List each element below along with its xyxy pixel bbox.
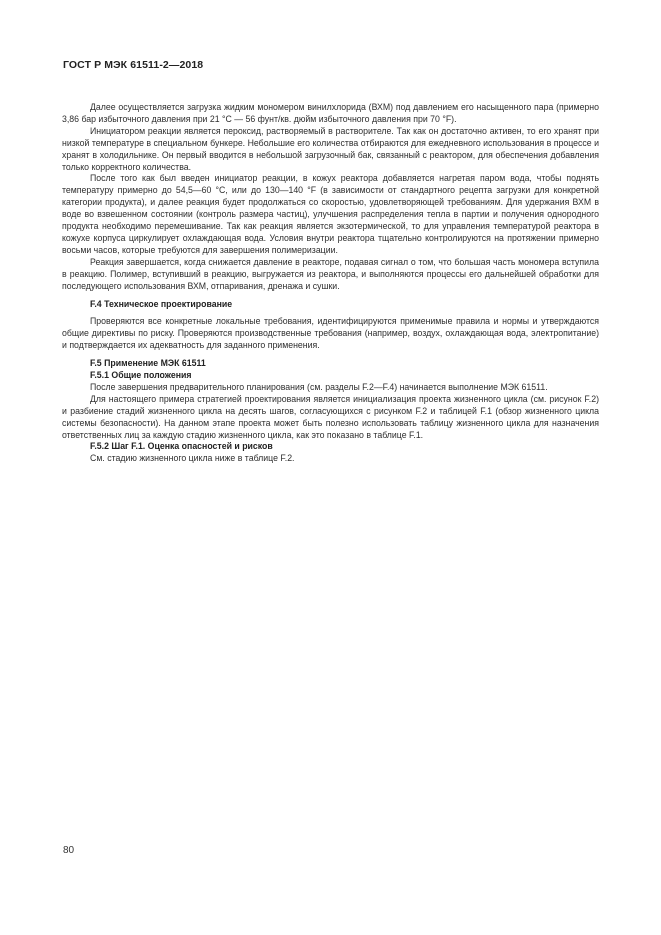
section-heading-f52: F.5.2 Шаг F.1. Оценка опасностей и рисков — [90, 441, 273, 452]
paragraph: После того как был введен инициатор реакции, в кожух реактора добавляется нагретая паром вода, чтобы поднять температуру примерно до 54,5—60 °С, или до 130—140 °F (в зависимости от стандартного рецепта загрузки для конкретной категории продукта), и далее реакция будет продолжаться со скоростью, удовлетворяющей требованиям. Для удержания ВХМ в воде во взвешенном состоянии (контроль размера частиц), улучшения распределения тепла в партии и получения однородного продукта необходимо перемешивание. Так как реакция является экзотермической, то для управления температурой реактора в кожухе корпуса циркулирует охлаждающая вода. Условия внутри реактора тщательно контролируются на протяжении примерно восьми часов, которые требуются для завершения полимеризации. — [62, 173, 599, 255]
paragraph: После завершения предварительного планирования (см. разделы F.2—F.4) начинается выполнение МЭК 61511. — [90, 381, 548, 392]
section-heading-f4: F.4 Техническое проектирование — [90, 298, 233, 309]
section-heading-f51: F.5.1 Общие положения — [90, 370, 192, 381]
page-number: 80 — [63, 845, 75, 856]
paragraph: Для настоящего примера стратегией проектирования является инициализация проекта жизненного цикла (см. рисунок F.2) и разбиение стадий жизненного цикла на десять шагов, согласующихся с рисунком F.2 и таблицей F.1 (обзор жизненного цикла системы безопасности). На данном этапе проекта может быть полезно использовать таблицу жизненного цикла для назначения ответственных лиц за каждую стадию жизненного цикла, как это показано в таблице F.1. — [62, 393, 599, 440]
document-header: ГОСТ Р МЭК 61511-2—2018 — [63, 59, 204, 71]
paragraph: Проверяются все конкретные локальные требования, идентифицируются применимые правила и нормы и утверждаются общие директивы по риску. Проверяются производственные требования (например, воздух, охлаждающая вода, электропитание) и подтверждается их адекватность для заданного применения. — [62, 316, 599, 351]
document-body — [62, 102, 599, 465]
paragraph: См. стадию жизненного цикла ниже в таблице F.2. — [90, 453, 295, 464]
paragraph: Инициатором реакции является пероксид, растворяемый в растворителе. Так как он достаточно активен, то его хранят при низкой температуре в специальном бункере. Небольшие его количества отбираются для ежедневного использования в процессе и хранят в холодильнике. Он первый вводится в небольшой загрузочный бак, связанный с реактором, для обеспечения добавления только корректного количества. — [62, 125, 599, 172]
paragraph: Далее осуществляется загрузка жидким мономером винилхлорида (ВХМ) под давлением его насыщенного пара (примерно 3,86 бар избыточного давления при 21 °С — 56 фунт/кв. дюйм избыточного давления при 70 °F). — [62, 102, 599, 124]
paragraph: Реакция завершается, когда снижается давление в реакторе, подавая сигнал о том, что большая часть мономера вступила в реакцию. Полимер, вступивший в реакцию, выгружается из реактора, и выполняются процессы его дальнейшей обработки для последующего использования ВХМ, отпаривания, дренажа и сушки. — [62, 256, 599, 291]
section-heading-f5: F.5 Применение МЭК 61511 — [90, 358, 206, 369]
